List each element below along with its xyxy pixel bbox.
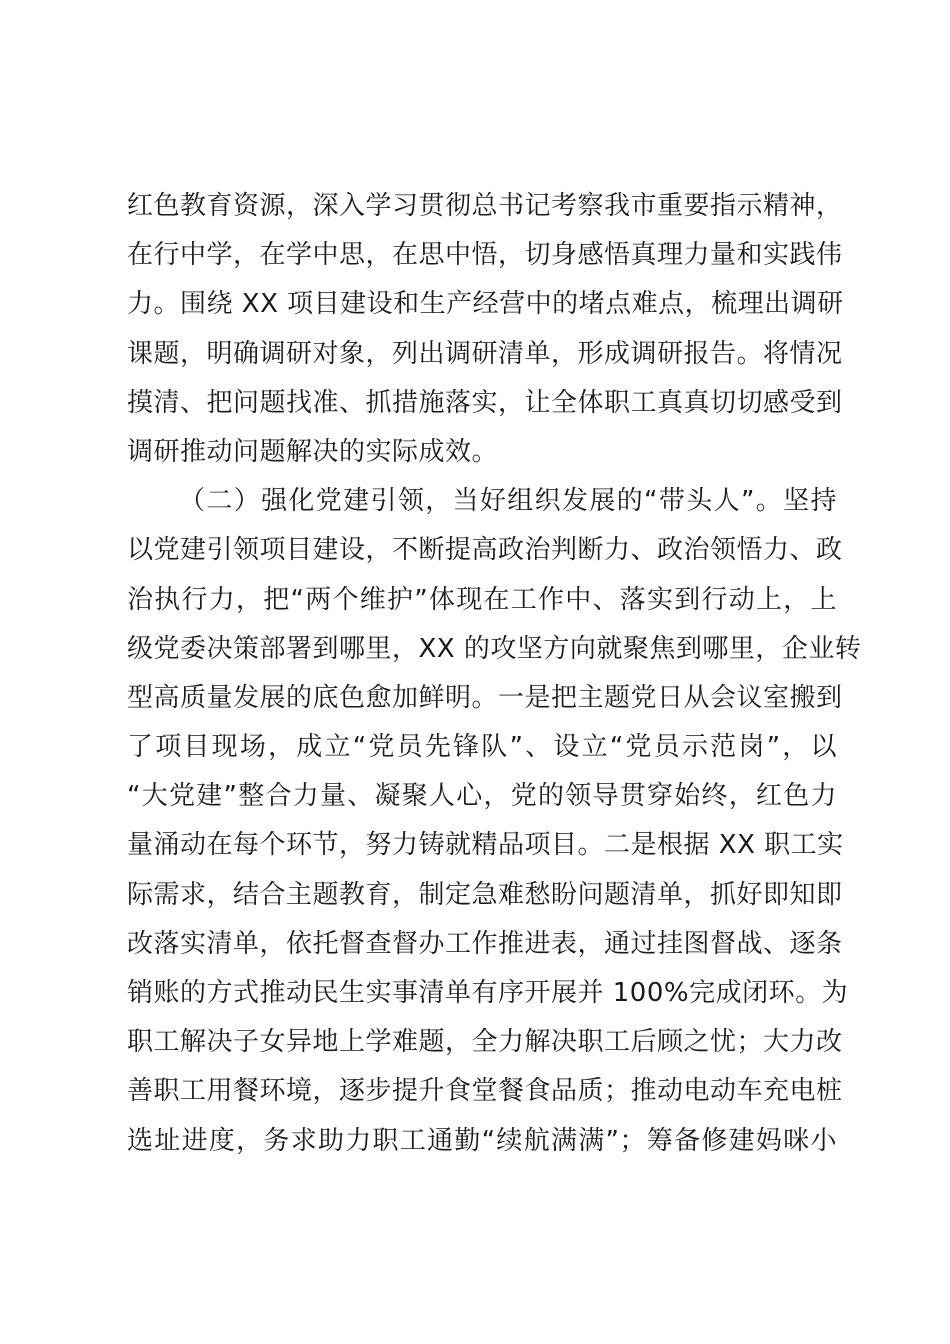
text-line: 型高质量发展的底色愈加鲜明。一是把主题党日从会议室搬到 xyxy=(127,682,843,713)
text-line: 课题，明确调研对象，列出调研清单，形成调研报告。将情况 xyxy=(127,338,843,369)
text-line: 调研推动问题解决的实际成效。 xyxy=(127,436,499,467)
text-line: 摸清、把问题找准、抓措施落实，让全体职工真真切切感受到 xyxy=(127,387,843,418)
text-line: 治执行力，把“两个维护”体现在工作中、落实到行动上，上 xyxy=(127,584,837,615)
text-line: 力。围绕 XX 项目建设和生产经营中的堵点难点，梳理出调研 xyxy=(127,289,844,320)
text-line: 际需求，结合主题教育，制定急难愁盼问题清单，抓好即知即 xyxy=(127,879,843,910)
text-line: 量涌动在每个环节，努力铸就精品项目。二是根据 XX 职工实 xyxy=(127,830,844,861)
text-line: 以党建引领项目建设，不断提高政治判断力、政治领悟力、政 xyxy=(127,535,843,566)
text-line: 善职工用餐环境，逐步提升食堂餐食品质；推动电动车充电桩 xyxy=(127,1076,843,1107)
text-line: 选址进度，务求助力职工通勤“续航满满”；筹备修建妈咪小 xyxy=(127,1125,837,1156)
text-line: 红色教育资源，深入学习贯彻总书记考察我市重要指示精神， xyxy=(127,191,843,221)
text-line: 了项目现场，成立“党员先锋队”、设立“党员示范岗”，以 xyxy=(127,732,837,763)
text-line: 在行中学，在学中思，在思中悟，切身感悟真理力量和实践伟 xyxy=(127,240,843,271)
text-line: 职工解决子女异地上学难题，全力解决职工后顾之忧；大力改 xyxy=(127,1027,843,1058)
body-text xyxy=(127,182,862,1166)
text-line: 级党委决策部署到哪里，XX 的攻坚方向就聚焦到哪里，企业转 xyxy=(127,633,862,664)
text-line: 销账的方式推动民生实事清单有序开展并 100%完成闭环。为 xyxy=(127,978,849,1008)
text-line: 改落实清单，依托督查督办工作推进表，通过挂图督战、逐条 xyxy=(127,928,843,959)
section-heading-line: （二）强化党建引领，当好组织发展的“带头人”。坚持 xyxy=(179,486,837,517)
text-line: “大党建”整合力量、凝聚人心，党的领导贯穿始终，红色力 xyxy=(127,781,837,812)
